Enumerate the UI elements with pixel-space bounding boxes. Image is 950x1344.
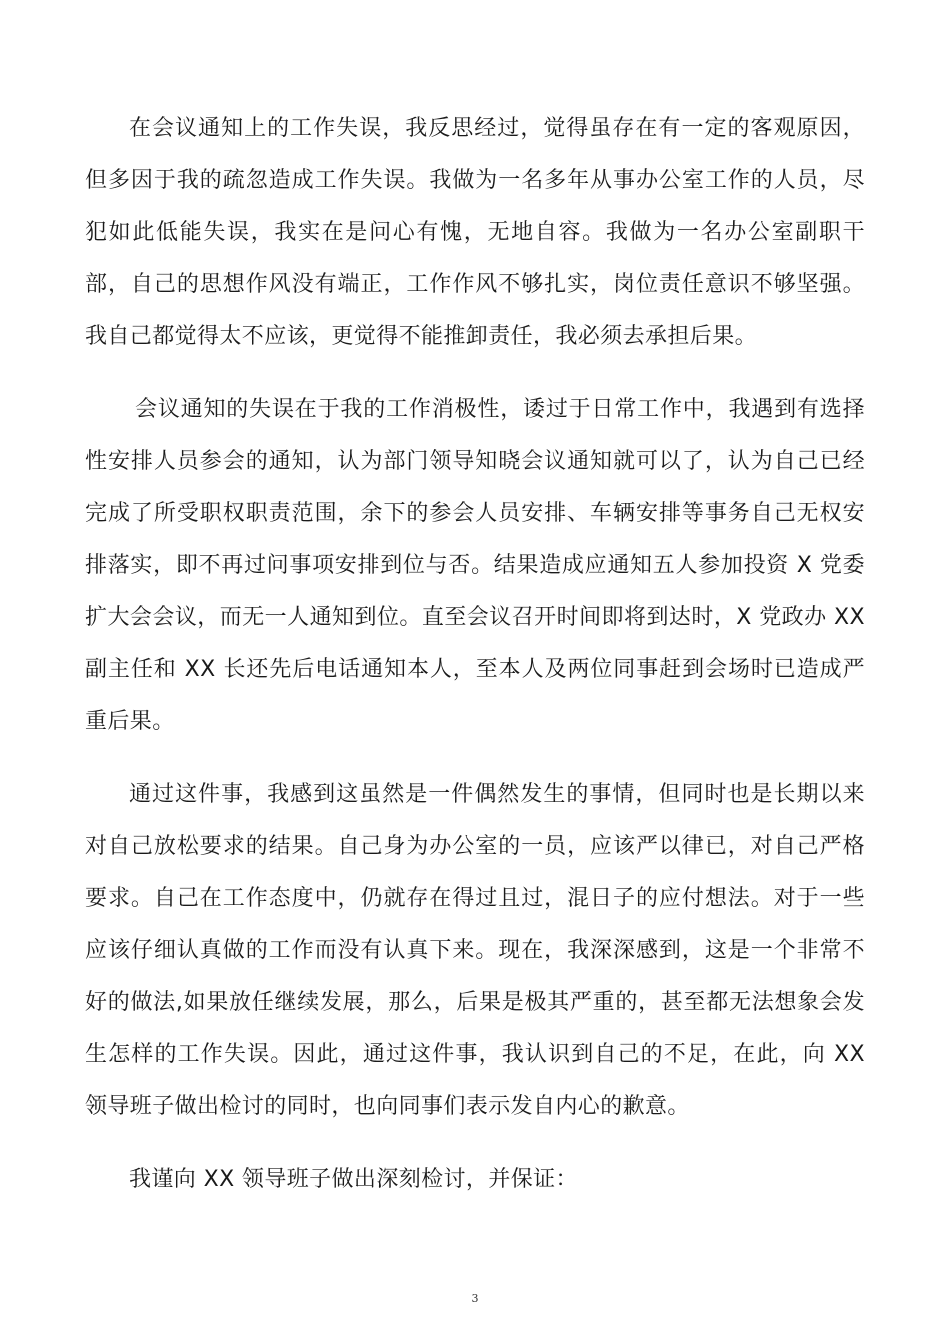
paragraph-2: 会议通知的失误在于我的工作消极性，诿过于日常工作中，我遇到有选择性安排人员参会的通知，认为部门领导知晓会议通知就可以了，认为自己已经完成了所受职权职责范围，余下的参会人员安排、车辆安排等事务自己无权安排落实，即不再过问事项安排到位与否。结果造成应通知五人参加投资 X 党委扩大会会议，而无一人通知到位。直至会议召开时间即将到达时，X 党政办 XX 副主任和 XX 长还先后电话通知本人，至本人及两位同事赶到会场时已造成严重后果。 <box>85 397 865 734</box>
paragraph-1: 在会议通知上的工作失误，我反思经过，觉得虽存在有一定的客观原因，但多因于我的疏忽造成工作失误。我做为一名多年从事办公室工作的人员，尽犯如此低能失误，我实在是问心有愧，无地自容。我做为一名办公室副职干部，自己的思想作风没有端正，工作作风不够扎实，岗位责任意识不够坚强。我自己都觉得太不应该，更觉得不能推卸责任，我必须去承担后果。 <box>85 116 865 349</box>
paragraph-3: 通过这件事，我感到这虽然是一件偶然发生的事情，但同时也是长期以来对自己放松要求的结果。自己身为办公室的一员，应该严以律已，对自己严格要求。自己在工作态度中，仍就存在得过且过，混日子的应付想法。对于一些应该仔细认真做的工作而没有认真下来。现在，我深深感到，这是一个非常不好的做法,如果放任继续发展，那么，后果是极其严重的，甚至都无法想象会发生怎样的工作失误。因此，通过这件事，我认识到自己的不足，在此，向 XX 领导班子做出检讨的同时，也向同事们表示发自内心的歉意。 <box>85 782 865 1119</box>
paragraph-4: 我谨向 XX 领导班子做出深刻检讨，并保证： <box>129 1167 578 1192</box>
page-number: 3 <box>471 1292 479 1305</box>
document-body <box>85 103 865 1206</box>
